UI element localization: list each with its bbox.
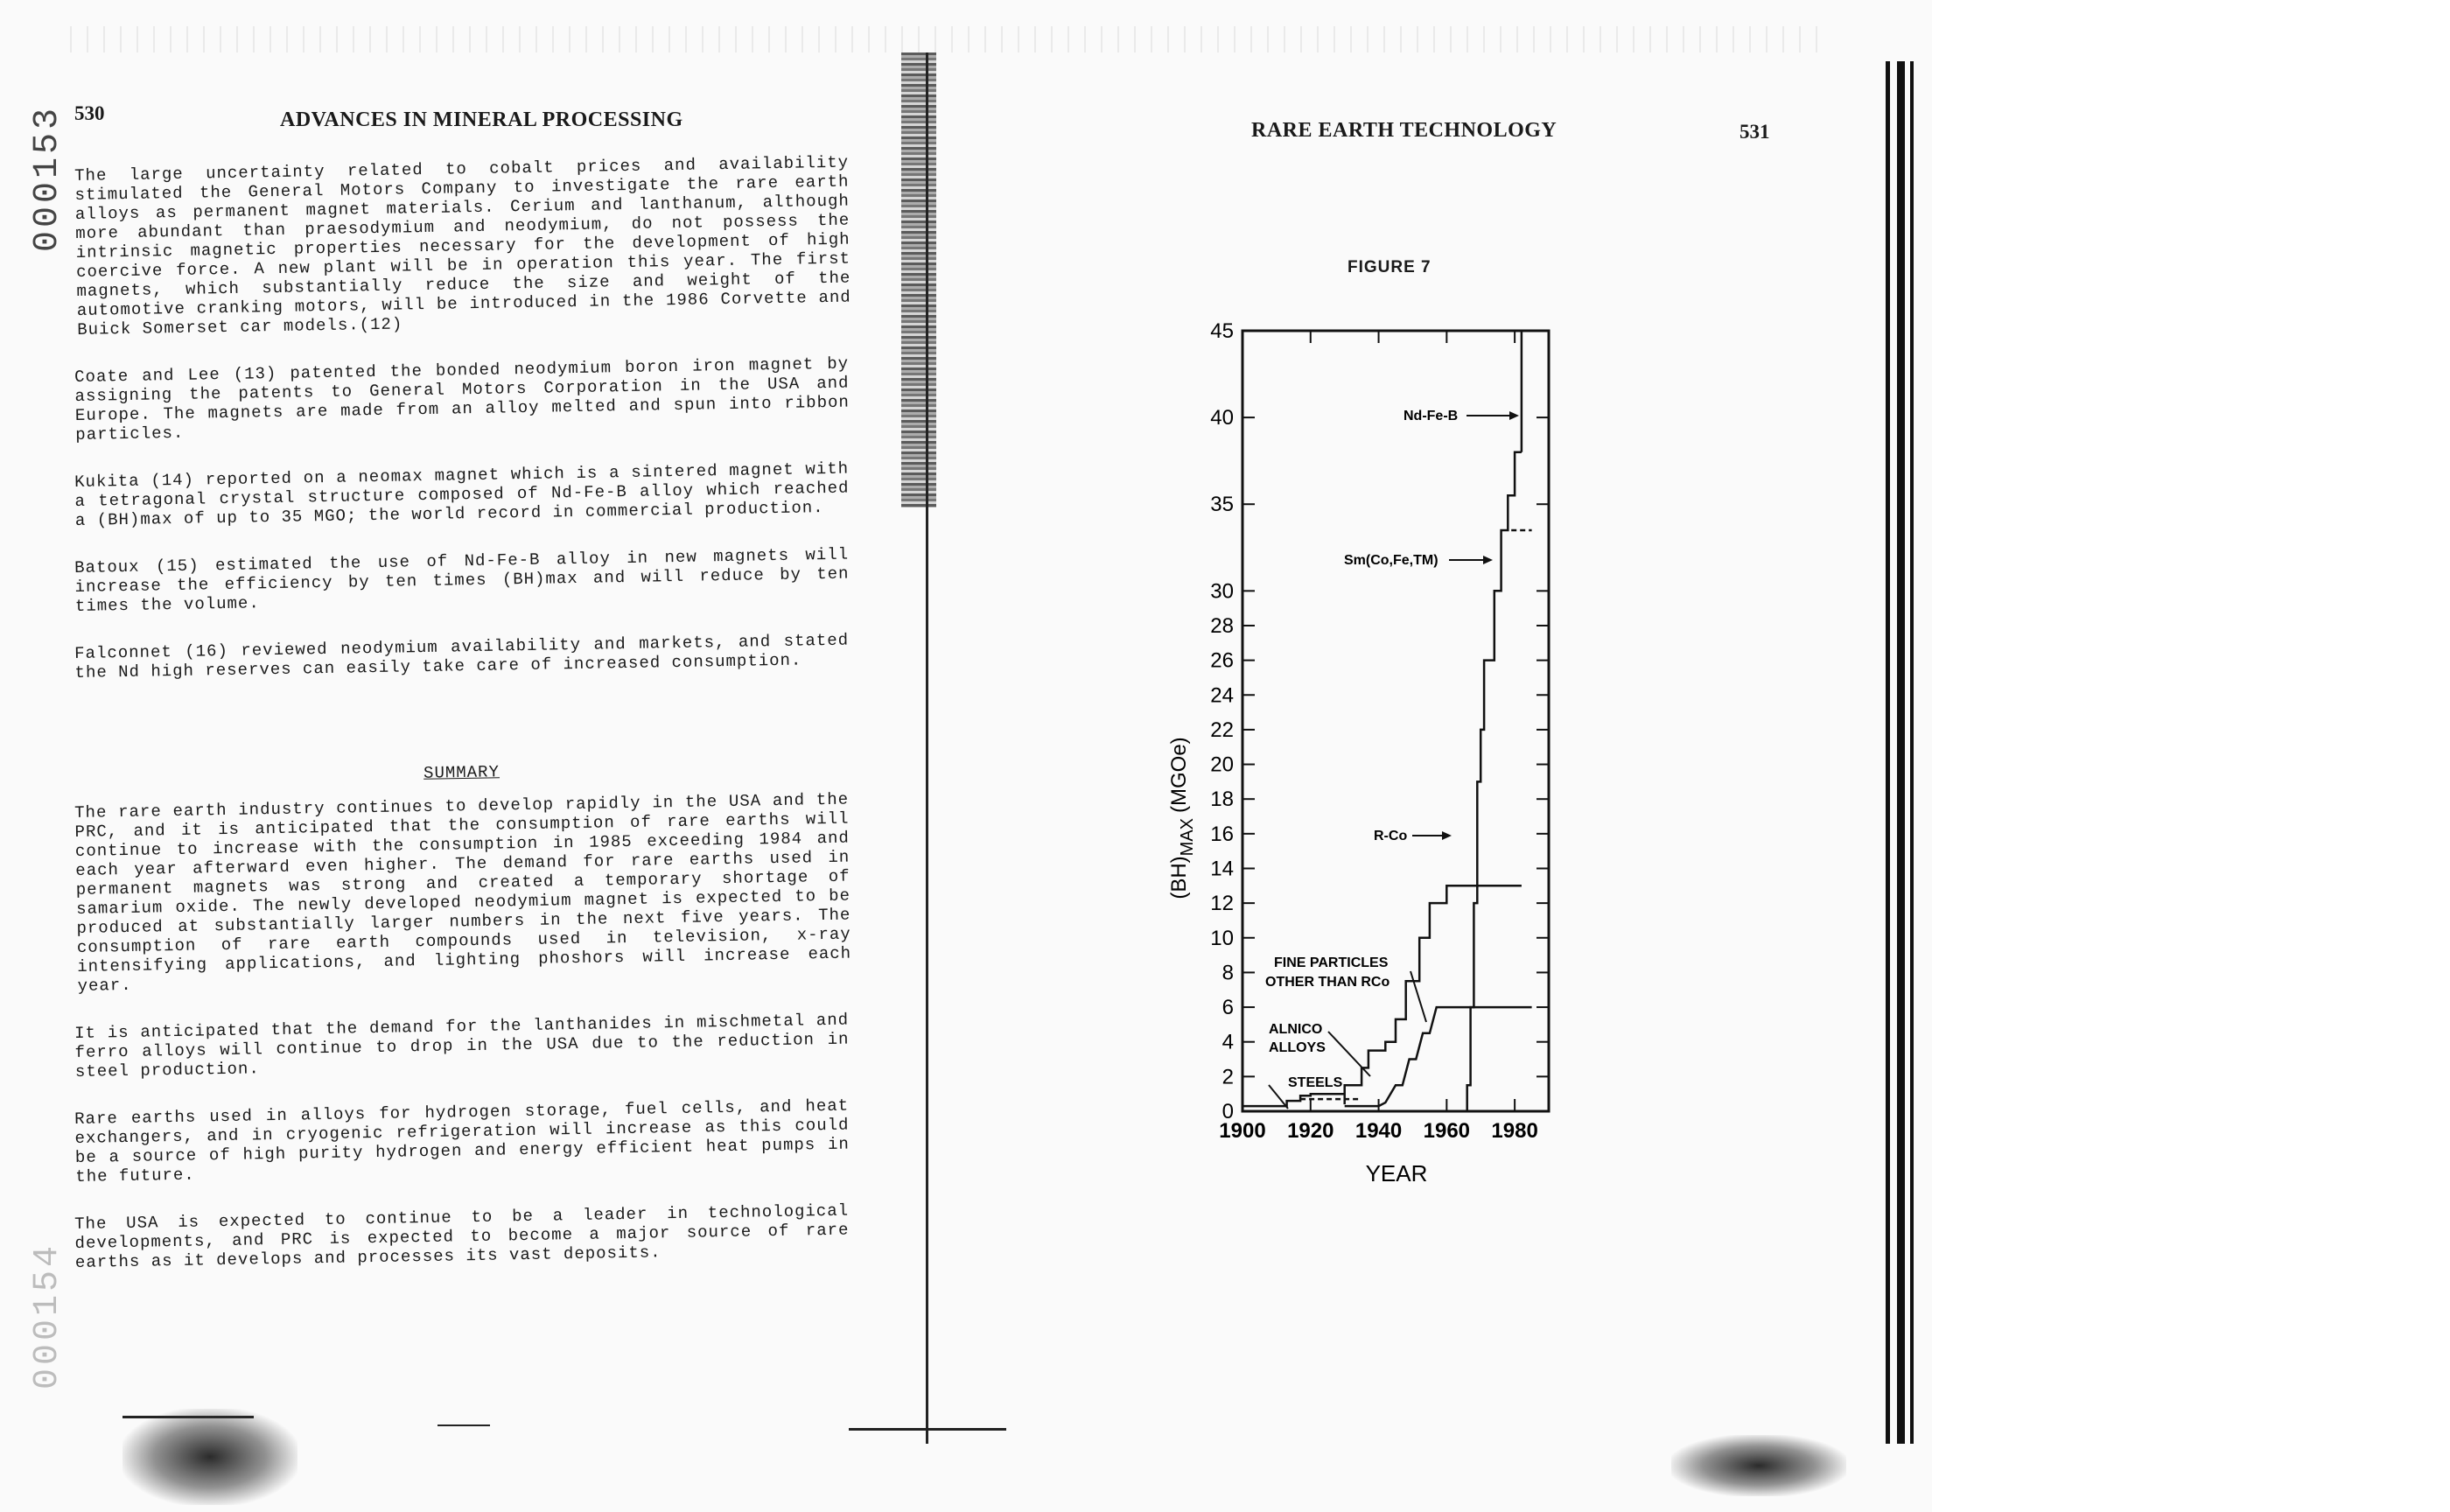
y-tick-label: 0 (1222, 1100, 1234, 1124)
arrow-alnico (1328, 1032, 1370, 1076)
chart-series (1242, 331, 1532, 1111)
binding-shadow (901, 52, 936, 508)
y-tick-label: 8 (1222, 961, 1234, 985)
y-axis-title-main: (BH) (1167, 856, 1191, 900)
x-tick-label: 1900 (1219, 1119, 1266, 1143)
y-tick-label: 16 (1210, 822, 1234, 846)
scan-smudge (1671, 1435, 1846, 1496)
arrowhead-ndfeb (1509, 411, 1519, 420)
y-tick-label: 12 (1210, 892, 1234, 916)
annotation-steels: STEELS (1288, 1075, 1343, 1090)
scan-noise (70, 26, 1820, 52)
annotation-fine-particles: FINE PARTICLES (1274, 956, 1389, 970)
scan-smudge (122, 1409, 298, 1505)
scan-line (438, 1424, 490, 1426)
scan-line (849, 1428, 1006, 1431)
y-axis-title-unit: (MGOe) (1167, 737, 1191, 813)
right-page-header: RARE EARTH TECHNOLOGY (1251, 119, 1558, 142)
annotation-ndfeb: Nd-Fe-B (1404, 409, 1459, 424)
page-gutter-line (926, 52, 928, 1444)
annotation-other-than-rco: OTHER THAN RCo (1265, 975, 1390, 990)
plot-frame (1242, 331, 1549, 1111)
series-r-co (1467, 452, 1522, 1111)
y-tick-label: 24 (1210, 683, 1234, 708)
y-tick-label: 4 (1222, 1030, 1234, 1054)
paragraph-4: Batoux (15) estimated the use of Nd-Fe-B alloy in new magnets will increase the efficiency by ten times (BH)max and will reduce by ten times the volume. (74, 544, 850, 616)
bates-stamp-top: 000153 (28, 105, 67, 253)
right-page-number: 531 (1740, 121, 1770, 143)
y-axis-title-sub: MAX (1178, 818, 1197, 857)
paragraph-1: The large uncertainty related to cobalt prices and availability stimulated the General Motors Company to investigate the rare earth alloys as permanent magnet materials. Cerium and lanthanum, although more abundant than praesodymium and neodymium, do not possess the intrinsic magnetic properties necessary for the development of high coercive force. A new plant will be in operation this year. The first magnets, which substantially reduce the size and weight of the automotive cranking motors, will be introduced in the 1986 Corvette and Buick Somerset car models.(12) (74, 152, 851, 340)
series-fine-particles-other-than-rco (1345, 1007, 1532, 1106)
y-tick-label: 26 (1210, 648, 1234, 673)
paragraph-5: Falconnet (16) reviewed neodymium availability and markets, and stated the Nd high reserves can easily take care of increased consumption. (74, 630, 850, 682)
annotation-alnico: ALNICO (1269, 1022, 1323, 1037)
left-page-header: ADVANCES IN MINERAL PROCESSING (280, 108, 683, 131)
y-tick-label: 22 (1210, 718, 1234, 742)
left-page-number: 530 (74, 102, 105, 124)
summary-paragraph-2: It is anticipated that the demand for the lanthanides in mischmetal and ferro alloys will continue to drop in the USA due to the reduction in steel production. (74, 1010, 850, 1082)
scan-edge (1897, 61, 1905, 1444)
paragraph-2: Coate and Lee (13) patented the bonded neodymium boron iron magnet by assigning the patents to General Motors Corporation in the USA and Europe. The magnets are made from an alloy melted and spun into ribbon particles. (74, 354, 850, 444)
y-tick-label: 35 (1210, 493, 1234, 517)
left-page-body (74, 152, 852, 1300)
y-axis-title (1167, 737, 1197, 899)
y-tick-label: 40 (1210, 406, 1234, 430)
y-tick-label: 45 (1210, 319, 1234, 343)
y-tick-label: 20 (1210, 752, 1234, 777)
x-tick-label: 1980 (1491, 1119, 1538, 1143)
y-tick-label: 14 (1210, 857, 1234, 881)
annotation-alloys: ALLOYS (1269, 1040, 1326, 1055)
y-tick-label: 6 (1222, 996, 1234, 1020)
figure-title: FIGURE 7 (1348, 258, 1432, 276)
summary-title: SUMMARY (423, 762, 500, 783)
y-tick-label: 10 (1210, 926, 1234, 950)
annotation-rco: R-Co (1374, 829, 1408, 844)
summary-paragraph-3: Rare earths used in alloys for hydrogen storage, fuel cells, and heat exchangers, and in cryogenic refrigeration will increase as this could be a source of high purity hydrogen and energy efficient heat pumps in the future. (74, 1096, 850, 1186)
bates-stamp-bottom: 000154 (28, 1242, 67, 1390)
x-axis-title: YEAR (1365, 1160, 1428, 1186)
summary-paragraph-1: The rare earth industry continues to develop rapidly in the USA and the PRC, and it is anticipated that the consumption of rare earths will continue to increase with the consumption in 1985 exceeding 1984 and each year afterward even higher. The demand for rare earths used in permanent magnets was strong and created a temporary shortage of samarium oxide. The newly developed neodymium magnet is expected to be produced at substantially larger numbers in the next five years. The consumption of rare earth compounds used in television, x-ray intensifying applications, and lighting phoshors will increase each year. (74, 789, 852, 996)
x-tick-label: 1960 (1423, 1119, 1471, 1143)
paragraph-3: Kukita (14) reported on a neomax magnet which is a sintered magnet with a tetragonal crystal structure composed of Nd-Fe-B alloy which reached a (BH)max of up to 35 MGO; the world record in commercial production. (74, 458, 850, 530)
y-tick-label: 18 (1210, 788, 1234, 812)
summary-paragraph-4: The USA is expected to continue to be a leader in technological developments, and PRC is expected to become a major source of rare earths as it develops and processes its vast deposits. (74, 1200, 850, 1272)
x-tick-label: 1940 (1354, 1119, 1403, 1143)
x-tick-label: 1920 (1287, 1119, 1334, 1143)
annotation-smco: Sm(Co,Fe,TM) (1344, 553, 1438, 568)
y-tick-label: 28 (1210, 613, 1234, 638)
arrowhead-smco (1483, 556, 1493, 564)
y-tick-label: 30 (1210, 579, 1234, 604)
y-tick-label: 2 (1222, 1065, 1234, 1089)
scan-edge (1886, 61, 1890, 1444)
scan-edge (1910, 61, 1914, 1444)
arrowhead-rco (1442, 831, 1452, 840)
svg-text:(BH)MAX(MGOe) (1167, 737, 1197, 899)
chart-axes (1210, 319, 1549, 1143)
bh-max-chart (1138, 289, 1575, 1186)
series-alnico-alloys (1345, 886, 1522, 1104)
